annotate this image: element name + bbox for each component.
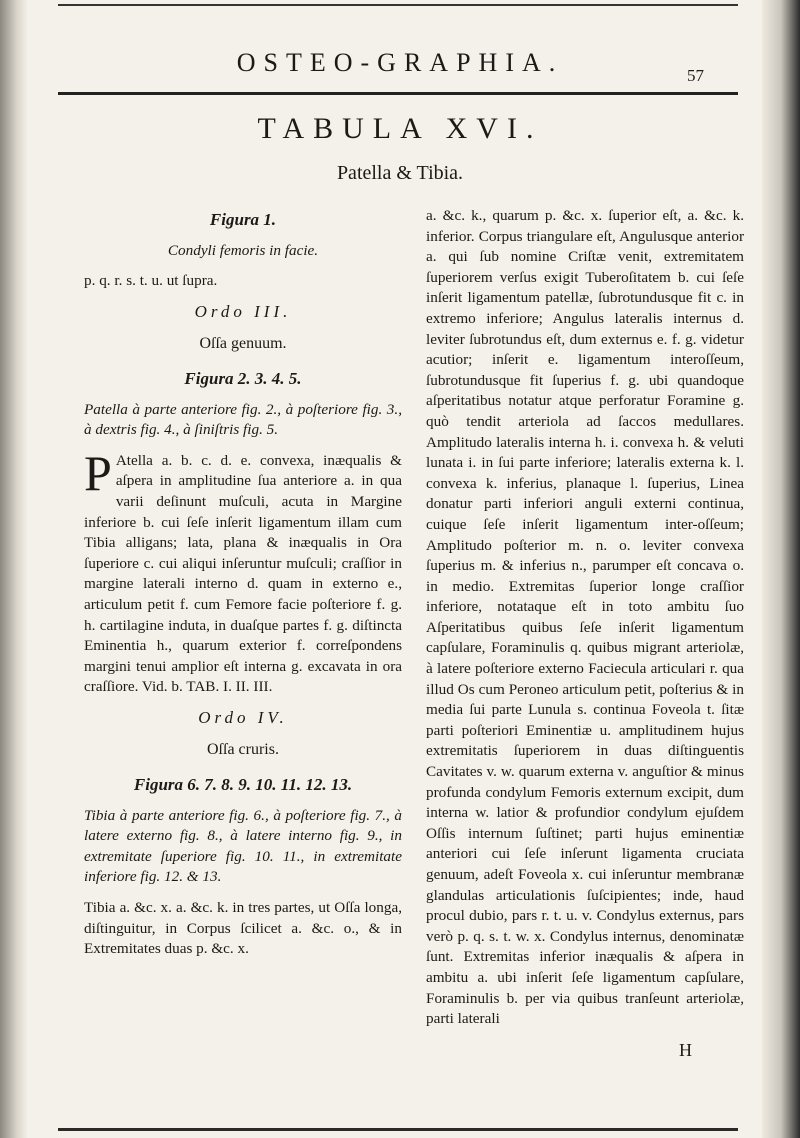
plate-subtitle: Patella & Tibia. [336, 162, 464, 184]
top-rule [58, 4, 738, 6]
figure-1-caption: Condyli femoris in facie. [167, 241, 319, 259]
ordo-3-heading: Ordo III. [194, 301, 292, 321]
figure-6-caption: Tibia à parte anteriore fig. 6., à poſteriore fig. 7., à latere externo fig. 8., à latere interno fig. 9., in extremitate ſuperiore fig. 10. 11., in extremitate inferiore fig. 12. & 13. [84, 806, 402, 886]
ordo-3-subheading: Oſſa genuum. [199, 335, 287, 353]
page-number: 57 [687, 66, 704, 85]
plate-title: TABULA XVI. [257, 112, 543, 145]
ordo-4-heading: Ordo IV. [198, 707, 288, 727]
patella-paragraph [84, 444, 402, 698]
catchword: H [679, 1039, 692, 1060]
figure-1-heading: Figura 1. [209, 210, 277, 229]
bottom-rule [58, 1128, 738, 1131]
patella-text: Atella a. b. c. d. e. convexa, inæqualis & aſpera in amplitudine ſua anteriore a. in qua varii deſinunt muſculi, acuta in Margine inferiore b. cui ſeſe inſerit ligamentum illam cum Tibia alligans; lata, plana & inæqualis in Ora ſuperiore c. cui aliqui inſeruntur muſculi; craſſior in margine laterali interno d. quam in externo e., articulum petit f. cum Femore facie poſteriore f. g. h. cartilagine induta, in duaſque partes f. g. diſtincta Eminentia h., quarum exterior f. correſpondens margini tenui amplior eſt interna g. excavata in ora craſſiore. Vid. b. TAB. I. II. III. [84, 451, 402, 696]
header-rule [58, 92, 738, 95]
left-column [84, 206, 402, 970]
drop-cap: P [84, 444, 112, 501]
running-head: OSTEO-GRAPHIA. [236, 48, 564, 77]
figure-6-heading: Figura 6. 7. 8. 9. 10. 11. 12. 13. [133, 775, 353, 795]
tibia-paragraph: Tibia a. &c. x. a. &c. k. in tres partes, ut Oſſa longa, diſtinguitur, in Corpus ſcilicet a. &c. o., & in Extremitates duas p. &c. x. [84, 899, 402, 958]
right-column [426, 206, 744, 1060]
tibia-description: a. &c. k., quarum p. &c. x. ſuperior eſt, a. &c. k. inferior. Corpus triangulare eſt, Angulusque anterior a. qui ſub nomine Criſtæ venit, extremitatem ſuperiorem verſus exigit Tuberoſitatem b. cui ſeſe inſerit ligamentum patellæ, ſubrotundusque fit c. in extremo inferiore; Angulus lateralis internus d. leviter ſubrotundus eſt, dum externus e. f. g. videtur acutior; inſerit e. ligamentum interoſſeum, ſubrotundusque fit ſuperius f. g. ubi quandoque aſperitatibus notatur atque perforatur Foramine g. quò tendit arteriola ad ſaccos medullares. Amplitudo lateralis interna h. i. convexa h. & veluti lunata i. in ſui parte inferiore; lateralis externa k. l. convexa k. inferius, planaque l. ſuperius, Linea donatur parti inferiori anguli externi continua, cuique ſeſe inſerit ligamentum inter-oſſeum; Amplitudo poſterior m. n. o. leviter convexa ſuperius m. & inferius n., parumper eſt concava o. in medio. Extremitas ſuperior longe craſſior inferiore, notataque eſt in toto ambitu ſuo Aſperitatibus quibus ſeſe inſerit ligamentum capſulare, Foraminulis q. quibus migrant arteriolæ, à latere poſteriore externo Faciecula articulari r. qua illud Os cum Peroneo articulum petit, poſterius & in media ſui parte Lunula s. continua Foveola t. ſitæ parti poſteriori Eminentiæ u. amplitudinem hujus extremitatis ſuperiorem in duas diſtinguentis Cavitates v. w. quarum externa v. anguſtior & minus profunda condylum Femoris externum excipit, dum interna w. latior & profundior condylum ejuſdem Oſſis internum ſuſtinet; parti hujus eminentiæ anteriori cui ſeſe inſerunt ligamenta cruciata genuum, adeſt Foveola x. cui inſeruntur membranæ glandulas articulationis ſuſcipientes; inde, haud procul dubio, pars r. t. u. v. Condylus externus, pars verò p. q. s. t. w. x. Condylus internus, denominatæ ſunt. Extremitas inferior inæqualis & aſpera in ambitu a. ubi inſerit ſeſe ligamentum capſulare, Foraminulis b. per via quibus tranſeunt arteriolæ, parti laterali [426, 207, 744, 1028]
figure-2-caption: Patella à parte anteriore fig. 2., à poſteriore fig. 3., à dextris fig. 4., à ſiniſtris fig. 5. [84, 400, 402, 439]
ordo-4-subheading: Oſſa cruris. [207, 741, 279, 759]
figure-1-letters: p. q. r. s. t. u. ut ſupra. [84, 272, 218, 290]
figure-2-heading: Figura 2. 3. 4. 5. [184, 368, 302, 388]
